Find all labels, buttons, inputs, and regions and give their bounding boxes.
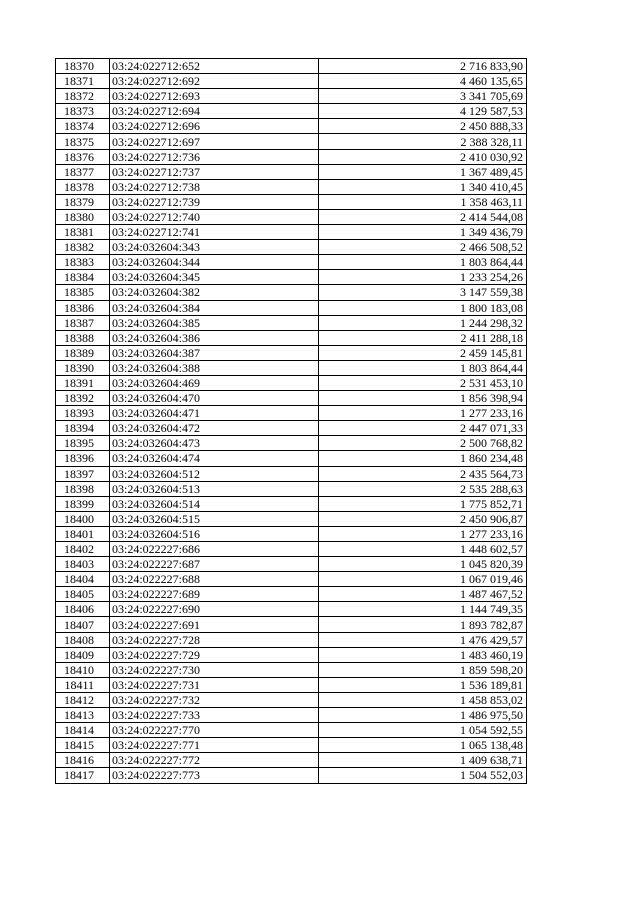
table-row	[56, 104, 527, 119]
row-number-cell: 18376	[56, 149, 110, 164]
value-cell: 1 483 460,19	[319, 647, 527, 662]
cadastral-number-cell: 03:24:022227:771	[110, 738, 319, 753]
table-row	[56, 209, 527, 224]
cadastral-number-cell: 03:24:032604:515	[110, 511, 319, 526]
cadastral-number-cell: 03:24:032604:387	[110, 345, 319, 360]
cadastral-number-cell: 03:24:022712:692	[110, 74, 319, 89]
cadastral-number-cell: 03:24:032604:472	[110, 421, 319, 436]
table-row	[56, 723, 527, 738]
value-cell: 1 409 638,71	[319, 753, 527, 768]
row-number-cell: 18396	[56, 451, 110, 466]
value-cell: 2 411 288,18	[319, 330, 527, 345]
cadastral-number-cell: 03:24:032604:514	[110, 496, 319, 511]
value-cell: 3 341 705,69	[319, 89, 527, 104]
table-row	[56, 481, 527, 496]
table-row	[56, 149, 527, 164]
row-number-cell: 18410	[56, 662, 110, 677]
row-number-cell: 18379	[56, 194, 110, 209]
value-cell: 2 531 453,10	[319, 375, 527, 390]
cadastral-number-cell: 03:24:022712:696	[110, 119, 319, 134]
row-number-cell: 18417	[56, 768, 110, 783]
row-number-cell: 18370	[56, 59, 110, 74]
table-row	[56, 451, 527, 466]
cadastral-number-cell: 03:24:022227:731	[110, 677, 319, 692]
value-cell: 1 893 782,87	[319, 617, 527, 632]
cadastral-number-cell: 03:24:022712:697	[110, 134, 319, 149]
table-row	[56, 59, 527, 74]
row-number-cell: 18399	[56, 496, 110, 511]
table-row	[56, 692, 527, 707]
cadastral-number-cell: 03:24:022712:693	[110, 89, 319, 104]
cadastral-number-cell: 03:24:022227:773	[110, 768, 319, 783]
cadastral-number-cell: 03:24:022712:741	[110, 225, 319, 240]
value-cell: 1 803 864,44	[319, 360, 527, 375]
row-number-cell: 18387	[56, 315, 110, 330]
value-cell: 1 358 463,11	[319, 194, 527, 209]
row-number-cell: 18378	[56, 179, 110, 194]
cadastral-number-cell: 03:24:032604:345	[110, 270, 319, 285]
row-number-cell: 18383	[56, 255, 110, 270]
table-row	[56, 194, 527, 209]
row-number-cell: 18397	[56, 466, 110, 481]
value-cell: 1 448 602,57	[319, 542, 527, 557]
cadastral-number-cell: 03:24:032604:344	[110, 255, 319, 270]
cadastral-number-cell: 03:24:032604:473	[110, 436, 319, 451]
table-row	[56, 542, 527, 557]
value-cell: 1 860 234,48	[319, 451, 527, 466]
row-number-cell: 18389	[56, 345, 110, 360]
cadastral-number-cell: 03:24:022227:689	[110, 587, 319, 602]
cadastral-number-cell: 03:24:022227:733	[110, 708, 319, 723]
table-row	[56, 406, 527, 421]
cadastral-number-cell: 03:24:032604:513	[110, 481, 319, 496]
table-row	[56, 617, 527, 632]
table-row	[56, 602, 527, 617]
table-row	[56, 632, 527, 647]
value-cell: 4 460 135,65	[319, 74, 527, 89]
row-number-cell: 18416	[56, 753, 110, 768]
cadastral-number-cell: 03:24:032604:384	[110, 300, 319, 315]
table-row	[56, 315, 527, 330]
table-row	[56, 300, 527, 315]
cadastral-number-cell: 03:24:032604:516	[110, 526, 319, 541]
value-cell: 1 349 436,79	[319, 225, 527, 240]
table-row	[56, 572, 527, 587]
cadastral-number-cell: 03:24:022712:694	[110, 104, 319, 119]
table-row	[56, 587, 527, 602]
value-cell: 2 414 544,08	[319, 209, 527, 224]
value-cell: 2 716 833,90	[319, 59, 527, 74]
cadastral-number-cell: 03:24:022227:688	[110, 572, 319, 587]
value-cell: 1 045 820,39	[319, 557, 527, 572]
table-row	[56, 375, 527, 390]
row-number-cell: 18380	[56, 209, 110, 224]
table-row	[56, 436, 527, 451]
row-number-cell: 18414	[56, 723, 110, 738]
row-number-cell: 18413	[56, 708, 110, 723]
value-cell: 2 447 071,33	[319, 421, 527, 436]
row-number-cell: 18394	[56, 421, 110, 436]
row-number-cell: 18388	[56, 330, 110, 345]
cadastral-number-cell: 03:24:032604:512	[110, 466, 319, 481]
value-cell: 1 067 019,46	[319, 572, 527, 587]
table-row	[56, 164, 527, 179]
value-cell: 1 476 429,57	[319, 632, 527, 647]
row-number-cell: 18377	[56, 164, 110, 179]
table-row	[56, 557, 527, 572]
cadastral-number-cell: 03:24:022712:738	[110, 179, 319, 194]
table-row	[56, 391, 527, 406]
table-row	[56, 255, 527, 270]
row-number-cell: 18390	[56, 360, 110, 375]
value-cell: 1 536 189,81	[319, 677, 527, 692]
row-number-cell: 18393	[56, 406, 110, 421]
cadastral-number-cell: 03:24:022227:686	[110, 542, 319, 557]
table-row	[56, 134, 527, 149]
cadastral-number-cell: 03:24:032604:471	[110, 406, 319, 421]
cadastral-number-cell: 03:24:022712:740	[110, 209, 319, 224]
table-row	[56, 496, 527, 511]
table-row	[56, 119, 527, 134]
row-number-cell: 18412	[56, 692, 110, 707]
table-row	[56, 421, 527, 436]
document-page	[55, 58, 527, 784]
value-cell: 1 065 138,48	[319, 738, 527, 753]
table-row	[56, 647, 527, 662]
cadastral-number-cell: 03:24:022227:732	[110, 692, 319, 707]
value-cell: 1 487 467,52	[319, 587, 527, 602]
cadastral-number-cell: 03:24:032604:469	[110, 375, 319, 390]
value-cell: 1 859 598,20	[319, 662, 527, 677]
value-cell: 4 129 587,53	[319, 104, 527, 119]
table-row	[56, 270, 527, 285]
row-number-cell: 18382	[56, 240, 110, 255]
row-number-cell: 18401	[56, 526, 110, 541]
value-cell: 1 277 233,16	[319, 406, 527, 421]
value-cell: 2 535 288,63	[319, 481, 527, 496]
row-number-cell: 18391	[56, 375, 110, 390]
row-number-cell: 18371	[56, 74, 110, 89]
value-cell: 2 450 888,33	[319, 119, 527, 134]
value-cell: 1 458 853,02	[319, 692, 527, 707]
value-cell: 2 450 906,87	[319, 511, 527, 526]
cadastral-number-cell: 03:24:032604:470	[110, 391, 319, 406]
row-number-cell: 18385	[56, 285, 110, 300]
row-number-cell: 18373	[56, 104, 110, 119]
row-number-cell: 18408	[56, 632, 110, 647]
cadastral-value-table	[55, 58, 527, 784]
cadastral-number-cell: 03:24:022712:652	[110, 59, 319, 74]
value-cell: 2 435 564,73	[319, 466, 527, 481]
cadastral-number-cell: 03:24:022227:691	[110, 617, 319, 632]
row-number-cell: 18407	[56, 617, 110, 632]
table-row	[56, 345, 527, 360]
table-row	[56, 225, 527, 240]
row-number-cell: 18402	[56, 542, 110, 557]
cadastral-number-cell: 03:24:032604:386	[110, 330, 319, 345]
row-number-cell: 18406	[56, 602, 110, 617]
value-cell: 1 144 749,35	[319, 602, 527, 617]
row-number-cell: 18403	[56, 557, 110, 572]
value-cell: 1 856 398,94	[319, 391, 527, 406]
cadastral-number-cell: 03:24:032604:474	[110, 451, 319, 466]
cadastral-number-cell: 03:24:022227:770	[110, 723, 319, 738]
cadastral-number-cell: 03:24:032604:385	[110, 315, 319, 330]
row-number-cell: 18398	[56, 481, 110, 496]
row-number-cell: 18381	[56, 225, 110, 240]
table-body	[56, 59, 527, 784]
value-cell: 3 147 559,38	[319, 285, 527, 300]
row-number-cell: 18392	[56, 391, 110, 406]
table-row	[56, 768, 527, 783]
row-number-cell: 18375	[56, 134, 110, 149]
cadastral-number-cell: 03:24:022227:772	[110, 753, 319, 768]
cadastral-number-cell: 03:24:022227:687	[110, 557, 319, 572]
cadastral-number-cell: 03:24:022712:739	[110, 194, 319, 209]
value-cell: 1 367 489,45	[319, 164, 527, 179]
row-number-cell: 18386	[56, 300, 110, 315]
table-row	[56, 708, 527, 723]
table-row	[56, 330, 527, 345]
table-row	[56, 179, 527, 194]
cadastral-number-cell: 03:24:022227:728	[110, 632, 319, 647]
value-cell: 1 340 410,45	[319, 179, 527, 194]
row-number-cell: 18405	[56, 587, 110, 602]
table-row	[56, 511, 527, 526]
cadastral-number-cell: 03:24:022712:736	[110, 149, 319, 164]
row-number-cell: 18395	[56, 436, 110, 451]
table-row	[56, 240, 527, 255]
table-row	[56, 662, 527, 677]
value-cell: 2 388 328,11	[319, 134, 527, 149]
value-cell: 1 775 852,71	[319, 496, 527, 511]
value-cell: 1 277 233,16	[319, 526, 527, 541]
table-row	[56, 738, 527, 753]
row-number-cell: 18404	[56, 572, 110, 587]
table-row	[56, 285, 527, 300]
table-row	[56, 526, 527, 541]
cadastral-number-cell: 03:24:032604:382	[110, 285, 319, 300]
table-row	[56, 89, 527, 104]
value-cell: 1 800 183,08	[319, 300, 527, 315]
cadastral-number-cell: 03:24:022227:729	[110, 647, 319, 662]
row-number-cell: 18409	[56, 647, 110, 662]
table-row	[56, 753, 527, 768]
table-row	[56, 360, 527, 375]
cadastral-number-cell: 03:24:022227:730	[110, 662, 319, 677]
value-cell: 1 803 864,44	[319, 255, 527, 270]
table-row	[56, 677, 527, 692]
value-cell: 1 054 592,55	[319, 723, 527, 738]
cadastral-number-cell: 03:24:032604:343	[110, 240, 319, 255]
row-number-cell: 18411	[56, 677, 110, 692]
value-cell: 1 233 254,26	[319, 270, 527, 285]
cadastral-number-cell: 03:24:022712:737	[110, 164, 319, 179]
value-cell: 2 459 145,81	[319, 345, 527, 360]
value-cell: 1 504 552,03	[319, 768, 527, 783]
value-cell: 2 500 768,82	[319, 436, 527, 451]
value-cell: 2 410 030,92	[319, 149, 527, 164]
table-row	[56, 74, 527, 89]
table-row	[56, 466, 527, 481]
cadastral-number-cell: 03:24:032604:388	[110, 360, 319, 375]
row-number-cell: 18415	[56, 738, 110, 753]
row-number-cell: 18400	[56, 511, 110, 526]
row-number-cell: 18374	[56, 119, 110, 134]
value-cell: 1 244 298,32	[319, 315, 527, 330]
value-cell: 1 486 975,50	[319, 708, 527, 723]
row-number-cell: 18384	[56, 270, 110, 285]
cadastral-number-cell: 03:24:022227:690	[110, 602, 319, 617]
row-number-cell: 18372	[56, 89, 110, 104]
value-cell: 2 466 508,52	[319, 240, 527, 255]
